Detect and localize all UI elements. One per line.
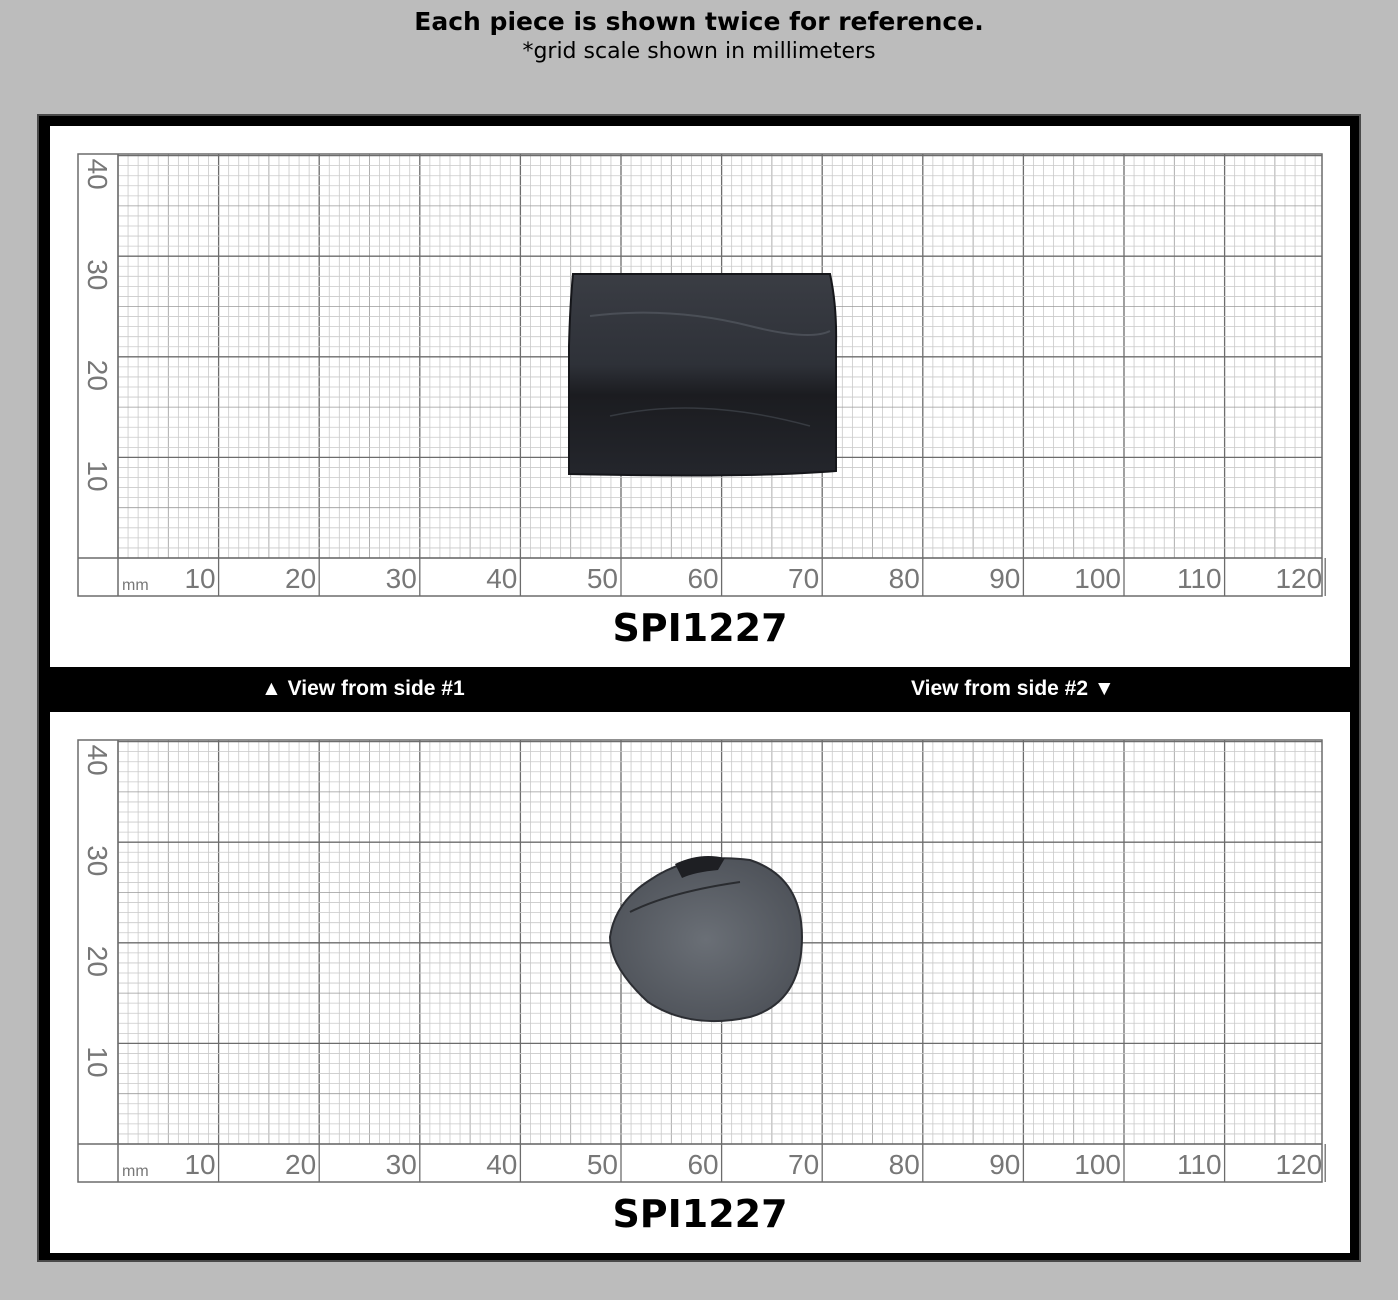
page-subtitle: *grid scale shown in millimeters	[522, 39, 876, 64]
x-tick-label: 30	[385, 563, 417, 594]
panel-side-2	[50, 712, 1350, 1253]
page-title: Each piece is shown twice for reference.	[414, 7, 984, 36]
x-tick-label: 60	[687, 563, 719, 594]
x-tick-label: 90	[989, 1149, 1021, 1180]
x-tick-label: 120	[1275, 563, 1323, 594]
x-tick-label: 80	[888, 1149, 920, 1180]
piece-id-label: SPI1227	[612, 606, 788, 650]
x-tick-label: 10	[184, 563, 216, 594]
mm-grid-2	[50, 712, 1350, 1253]
x-tick-label: 100	[1074, 563, 1121, 594]
specimen-cylinder	[569, 274, 836, 475]
x-tick-label: 20	[285, 1149, 317, 1180]
x-tick-label: 110	[1176, 1149, 1222, 1180]
x-tick-label: 40	[486, 1149, 518, 1180]
photo-frame	[37, 114, 1361, 1262]
view-side-2-label: View from side #2 ▼	[911, 677, 1115, 700]
y-tick-label: 10	[82, 460, 113, 492]
triangle-down-icon: ▼	[1093, 677, 1115, 700]
x-tick-label: 60	[687, 1149, 719, 1180]
y-tick-label: 30	[82, 259, 113, 291]
x-tick-label: 90	[989, 563, 1021, 594]
triangle-up-icon: ▲	[261, 677, 282, 700]
x-tick-label: 40	[486, 563, 518, 594]
view-side-1-label: ▲ View from side #1	[261, 677, 465, 700]
y-tick-label: 40	[82, 158, 113, 190]
x-tick-label: 50	[586, 1149, 618, 1180]
x-tick-label: 110	[1176, 563, 1222, 594]
x-tick-label: 20	[285, 563, 317, 594]
x-tick-label: 50	[586, 563, 618, 594]
page-header	[0, 6, 1398, 66]
unit-label: mm	[122, 1163, 149, 1180]
y-tick-label: 40	[82, 744, 113, 776]
panel-side-1	[50, 126, 1350, 667]
x-tick-label: 30	[385, 1149, 417, 1180]
y-tick-label: 10	[82, 1046, 113, 1078]
y-tick-label: 20	[82, 945, 113, 977]
y-tick-label: 30	[82, 845, 113, 877]
x-tick-label: 70	[788, 563, 820, 594]
x-tick-label: 80	[888, 563, 920, 594]
x-tick-label: 10	[184, 1149, 216, 1180]
x-tick-label: 70	[788, 1149, 820, 1180]
x-tick-label: 100	[1074, 1149, 1121, 1180]
view-label-strip	[39, 667, 1359, 712]
unit-label: mm	[122, 577, 149, 594]
y-tick-label: 20	[82, 359, 113, 391]
mm-grid-1	[50, 126, 1350, 667]
piece-id-label: SPI1227	[612, 1192, 788, 1236]
x-tick-label: 120	[1275, 1149, 1323, 1180]
